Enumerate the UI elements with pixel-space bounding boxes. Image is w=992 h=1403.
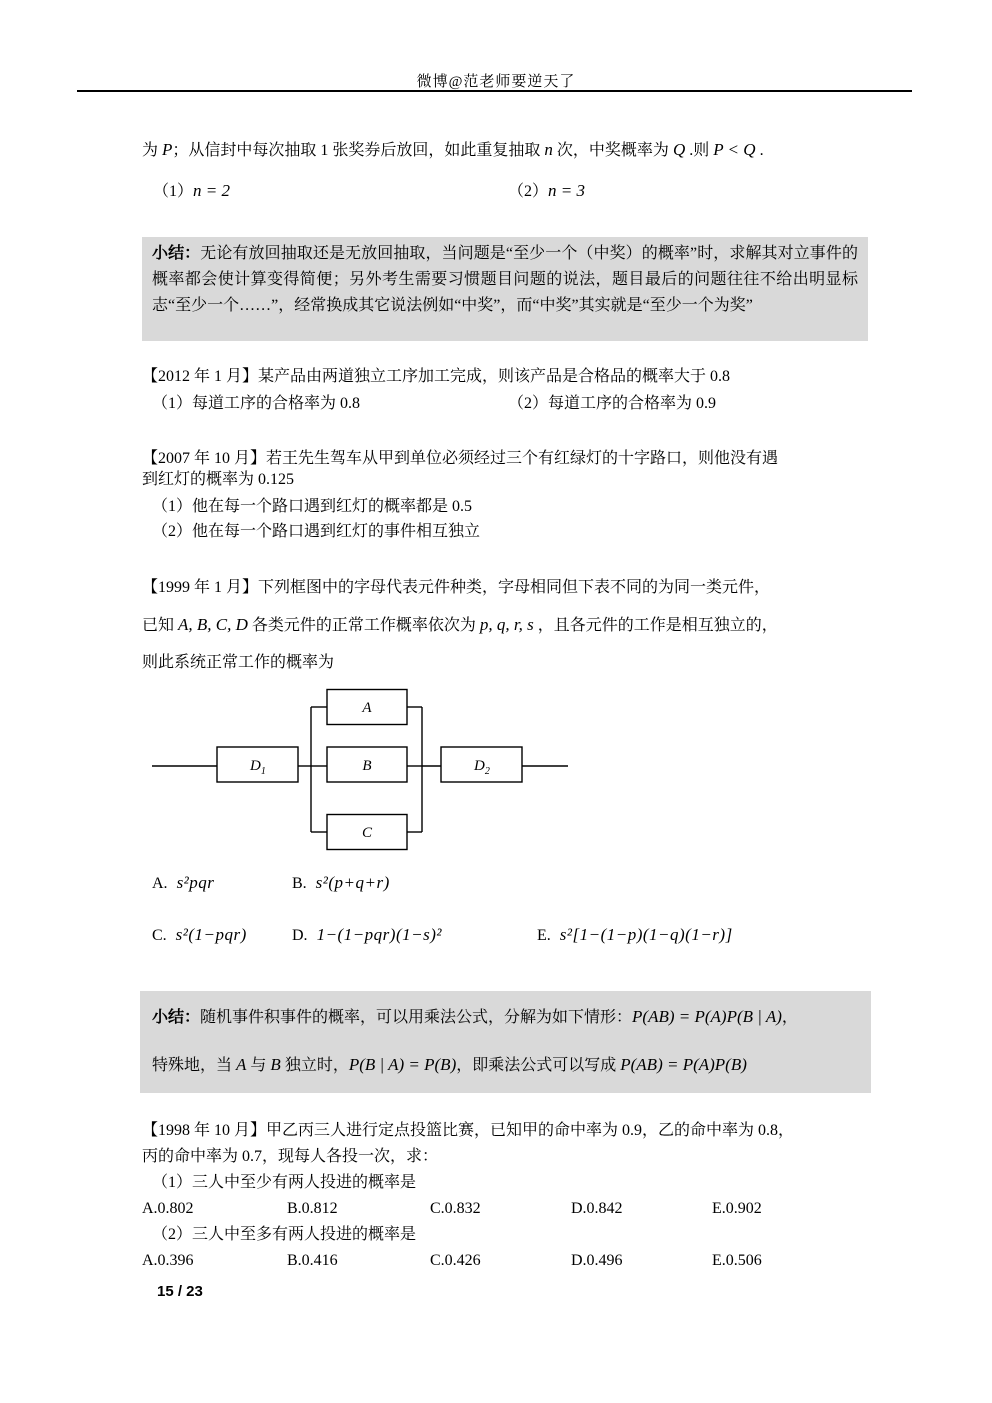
- problem-1999-line-2: 已知 A, B, C, D 各类元件的正常工作概率依次为 p, q, r, s ，且各元件的工作是相互独立的，: [142, 615, 778, 634]
- option-1998-q2-b: B.0.416: [287, 1252, 338, 1269]
- option-1999-d: D. 1−(1−pqr)(1−s)²: [292, 925, 442, 944]
- problem-1998-q2: （2）三人中至多有两人投进的概率是: [152, 1226, 417, 1243]
- summary-box-2: [140, 991, 871, 1093]
- problem-2007-line-2: 到红灯的概率为 0.125: [142, 471, 295, 488]
- option-1999-e-formula: s²[1−(1−p)(1−q)(1−r)]: [559, 925, 733, 944]
- intro-item-1: （1）n = 2: [153, 181, 230, 200]
- problem-2007-line-1: 【2007 年 10 月】若王先生驾车从甲到单位必须经过三个有红绿灯的十字路口，则他没有遇: [142, 450, 779, 467]
- header-rule: [77, 90, 912, 92]
- option-1998-q1-c: C.0.832: [430, 1200, 481, 1217]
- intro-paragraph: 为 P；从信封中每次抽取 1 张奖券后放回，如此重复抽取 n 次，中奖概率为 Q .则 P < Q .: [142, 140, 764, 159]
- option-1998-q1-a: A.0.802: [142, 1200, 194, 1217]
- summary-2-line-1: 小结：随机事件积事件的概率，可以用乘法公式，分解为如下情形：P(AB) = P(A)P(B | A)，: [152, 1007, 798, 1026]
- option-1999-a: A. s²pqr: [152, 873, 215, 892]
- problem-1999-line-1: 【1999 年 1 月】下列框图中的字母代表元件种类，字母相同但下表不同的为同一类元件，: [142, 579, 771, 596]
- problem-2012-item-1: （1）每道工序的合格率为 0.8: [152, 395, 361, 412]
- summary-2-label: 小结：: [152, 1009, 201, 1026]
- summary-box-1: [142, 237, 868, 341]
- problem-2012-item-2: （2）每道工序的合格率为 0.9: [508, 395, 717, 412]
- option-1998-q2-a: A.0.396: [142, 1252, 194, 1269]
- option-1999-c: C. s²(1−pqr): [152, 925, 247, 944]
- option-1999-a-formula: s²pqr: [176, 873, 215, 892]
- watermark: 微博@范老师要逆天了: [416, 74, 576, 90]
- option-1999-c-formula: s²(1−pqr): [175, 925, 247, 944]
- problem-1999-line-3: 则此系统正常工作的概率为: [142, 654, 335, 671]
- option-1998-q2-e: E.0.506: [712, 1252, 762, 1269]
- label-d2: $D_2$: [474, 758, 490, 777]
- circuit-diagram: [140, 680, 580, 860]
- label-b: B: [362, 758, 372, 774]
- problem-1998-title: 【1998 年 10 月】甲乙丙三人进行定点投篮比赛，已知甲的命中率为 0.9，乙的命中率为 0.8，: [142, 1122, 795, 1139]
- option-1998-q1-d: D.0.842: [571, 1200, 623, 1217]
- page-number: 15 / 23: [157, 1283, 203, 1300]
- summary-2-line-2: 特殊地，当 A 与 B 独立时，P(B | A) = P(B)，即乘法公式可以写成 P(AB) = P(A)P(B): [152, 1055, 747, 1074]
- option-1998-q2-c: C.0.426: [430, 1252, 481, 1269]
- label-a: A: [362, 700, 372, 716]
- option-1999-e: E. s²[1−(1−p)(1−q)(1−r)]: [537, 925, 733, 944]
- option-1998-q2-d: D.0.496: [571, 1252, 623, 1269]
- problem-2012-title: 【2012 年 1 月】某产品由两道独立工序加工完成，则该产品是合格品的概率大于 0.8: [142, 368, 731, 385]
- option-1999-d-formula: 1−(1−pqr)(1−s)²: [316, 925, 442, 944]
- option-1999-b: B. s²(p+q+r): [292, 873, 390, 892]
- summary-1-label: 小结：: [152, 245, 201, 262]
- option-1998-q1-e: E.0.902: [712, 1200, 762, 1217]
- summary-1-body: 无论有放回抽取还是无放回抽取，当问题是“至少一个（中奖）的概率”时，求解其对立事件的概率都会使计算变得简便；另外考生需要习惯题目问题的说法，题目最后的问题往往不给出明显标志“至少一个……”，经常换成其它说法例如“中奖”，而“中奖”其实就是“至少一个为奖”: [152, 245, 858, 314]
- problem-1998-line-2: 丙的命中率为 0.7，现每人各投一次，求：: [142, 1148, 439, 1165]
- label-d1: $D_1$: [250, 758, 266, 777]
- option-1998-q1-b: B.0.812: [287, 1200, 338, 1217]
- option-1999-b-formula: s²(p+q+r): [315, 873, 390, 892]
- intro-item-2: （2）n = 3: [508, 181, 585, 200]
- problem-2007-item-1: （1）他在每一个路口遇到红灯的概率都是 0.5: [152, 498, 473, 515]
- label-c: C: [361, 825, 373, 841]
- problem-2007-item-2: （2）他在每一个路口遇到红灯的事件相互独立: [152, 523, 481, 540]
- problem-1998-q1: （1）三人中至少有两人投进的概率是: [152, 1174, 417, 1191]
